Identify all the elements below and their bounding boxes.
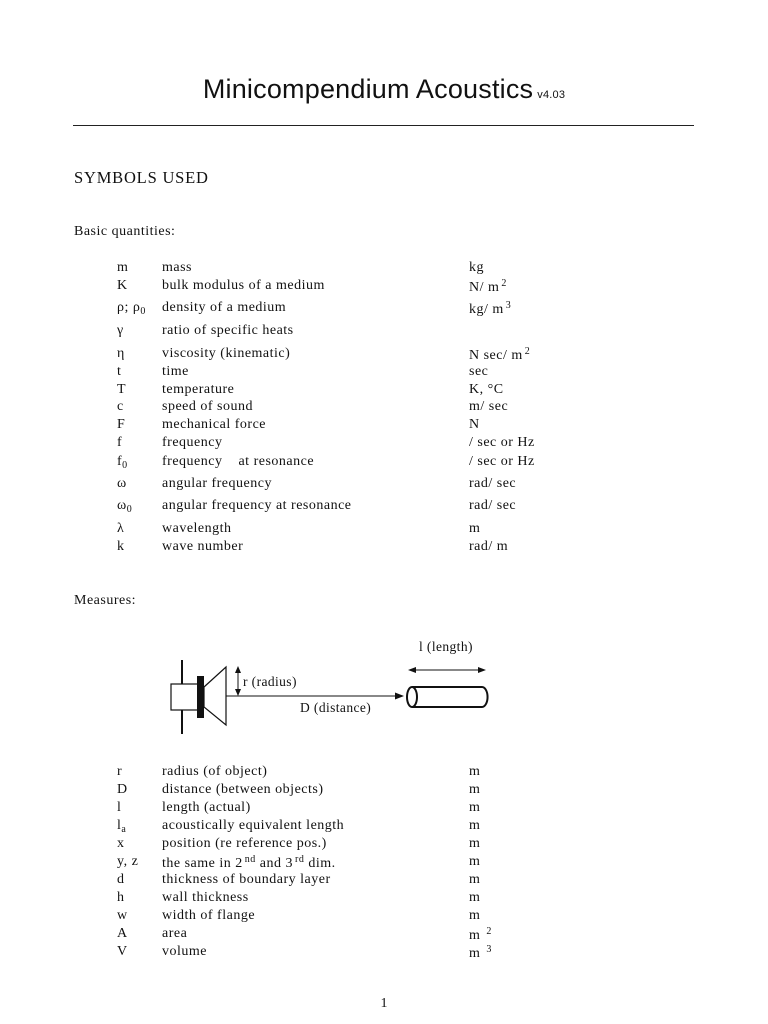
symbol: T bbox=[117, 382, 127, 397]
description: frequency bbox=[162, 435, 223, 450]
measure-row bbox=[0, 782, 768, 800]
symbol-row bbox=[0, 323, 768, 341]
measures-diagram bbox=[160, 632, 500, 742]
description: area bbox=[162, 926, 188, 941]
speaker-magnet bbox=[171, 684, 199, 710]
measure-row bbox=[0, 764, 768, 782]
symbol: $l_a$ bbox=[117, 818, 127, 835]
description: temperature bbox=[162, 382, 235, 397]
symbol: y, z bbox=[117, 854, 139, 869]
symbol: V bbox=[117, 944, 128, 959]
unit: m bbox=[469, 782, 481, 797]
loudspeaker-tube-diagram bbox=[160, 632, 500, 742]
symbol: η bbox=[117, 346, 125, 361]
unit: m bbox=[469, 854, 481, 869]
description: position (re reference pos.) bbox=[162, 836, 327, 851]
symbol: f bbox=[117, 435, 123, 450]
unit: N/ m $^2$ bbox=[469, 278, 507, 295]
description: angular frequency bbox=[162, 476, 272, 491]
measure-row bbox=[0, 944, 768, 962]
symbol: ω bbox=[117, 476, 127, 491]
symbol: t bbox=[117, 364, 122, 379]
unit: m/ sec bbox=[469, 399, 509, 414]
speaker-plate bbox=[197, 676, 204, 718]
symbol-row bbox=[0, 454, 768, 472]
symbol-row bbox=[0, 382, 768, 400]
symbol-row bbox=[0, 346, 768, 364]
unit: kg bbox=[469, 260, 484, 275]
radius-label: r (radius) bbox=[243, 674, 297, 689]
speaker-cone bbox=[204, 667, 226, 725]
symbol: F bbox=[117, 417, 126, 432]
symbol: k bbox=[117, 539, 125, 554]
length-label: l (length) bbox=[419, 639, 473, 654]
description: length (actual) bbox=[162, 800, 251, 815]
unit: m bbox=[469, 908, 481, 923]
unit: kg/ m $^3$ bbox=[469, 300, 512, 317]
description: mechanical force bbox=[162, 417, 266, 432]
version-label: v4.03 bbox=[537, 89, 566, 101]
symbol: r bbox=[117, 764, 123, 779]
symbol: m bbox=[117, 260, 129, 275]
description: radius (of object) bbox=[162, 764, 268, 779]
description: width of flange bbox=[162, 908, 256, 923]
symbol-row bbox=[0, 278, 768, 296]
unit: m bbox=[469, 764, 481, 779]
description: mass bbox=[162, 260, 192, 275]
measures-heading: Measures: bbox=[74, 593, 137, 608]
title-rule bbox=[73, 125, 694, 126]
symbol-row bbox=[0, 498, 768, 516]
basic-quantities-heading: Basic quantities: bbox=[74, 224, 176, 239]
description: the same in 2 $^{nd}$ and 3 $^{rd}$ dim. bbox=[162, 854, 336, 871]
symbol: $f_0$ bbox=[117, 454, 128, 471]
symbol-row bbox=[0, 435, 768, 453]
symbol: l bbox=[117, 800, 122, 815]
symbol: λ bbox=[117, 521, 125, 536]
measure-row bbox=[0, 854, 768, 872]
description: thickness of boundary layer bbox=[162, 872, 331, 887]
description: distance (between objects) bbox=[162, 782, 324, 797]
symbol: ρ; $\rho_0$ bbox=[117, 300, 146, 317]
description: angular frequency at resonance bbox=[162, 498, 352, 513]
symbol-row bbox=[0, 399, 768, 417]
title-text: Minicompendium Acoustics bbox=[202, 74, 534, 104]
unit: rad/ sec bbox=[469, 476, 517, 491]
description: time bbox=[162, 364, 189, 379]
unit: rad/ sec bbox=[469, 498, 517, 513]
measure-row bbox=[0, 908, 768, 926]
description: frequency at resonance bbox=[162, 454, 315, 469]
description: bulk modulus of a medium bbox=[162, 278, 325, 293]
unit: m $^2$ bbox=[469, 926, 492, 943]
description: ratio of specific heats bbox=[162, 323, 294, 338]
tube-body bbox=[412, 687, 488, 707]
unit: m bbox=[469, 890, 481, 905]
description: wavelength bbox=[162, 521, 232, 536]
symbol: γ bbox=[117, 323, 124, 338]
tube-end bbox=[407, 687, 417, 707]
description: wave number bbox=[162, 539, 244, 554]
measure-row bbox=[0, 926, 768, 944]
section-title: SYMBOLS USED bbox=[74, 168, 209, 187]
symbol-row bbox=[0, 417, 768, 435]
symbol: h bbox=[117, 890, 125, 905]
measure-row bbox=[0, 818, 768, 836]
unit: m bbox=[469, 836, 481, 851]
unit: / sec or Hz bbox=[469, 435, 535, 450]
unit: sec bbox=[469, 364, 489, 379]
symbol-row bbox=[0, 539, 768, 557]
unit: / sec or Hz bbox=[469, 454, 535, 469]
description: viscosity (kinematic) bbox=[162, 346, 291, 361]
measure-row bbox=[0, 800, 768, 818]
symbol-row bbox=[0, 260, 768, 278]
unit: m bbox=[469, 521, 481, 536]
symbol-row bbox=[0, 300, 768, 318]
symbol-row bbox=[0, 521, 768, 539]
symbol-row bbox=[0, 364, 768, 382]
distance-label: D (distance) bbox=[300, 700, 372, 715]
unit: m bbox=[469, 818, 481, 833]
measure-row bbox=[0, 836, 768, 854]
unit: N sec/ m $^2$ bbox=[469, 346, 531, 363]
page-title bbox=[0, 74, 768, 105]
symbol: c bbox=[117, 399, 124, 414]
page-number: 1 bbox=[380, 996, 388, 1011]
description: density of a medium bbox=[162, 300, 287, 315]
symbol: K bbox=[117, 278, 128, 293]
description: volume bbox=[162, 944, 207, 959]
unit: m $^3$ bbox=[469, 944, 492, 961]
unit: m bbox=[469, 800, 481, 815]
symbol: w bbox=[117, 908, 128, 923]
symbol: D bbox=[117, 782, 128, 797]
measure-row bbox=[0, 890, 768, 908]
description: acoustically equivalent length bbox=[162, 818, 345, 833]
symbol-row bbox=[0, 476, 768, 494]
unit: rad/ m bbox=[469, 539, 509, 554]
symbol: $\omega_0$ bbox=[117, 498, 133, 515]
unit: m bbox=[469, 872, 481, 887]
symbol: A bbox=[117, 926, 128, 941]
symbol: x bbox=[117, 836, 125, 851]
measure-row bbox=[0, 872, 768, 890]
description: speed of sound bbox=[162, 399, 253, 414]
unit: K, °C bbox=[469, 382, 504, 397]
symbol: d bbox=[117, 872, 125, 887]
description: wall thickness bbox=[162, 890, 249, 905]
unit: N bbox=[469, 417, 480, 432]
